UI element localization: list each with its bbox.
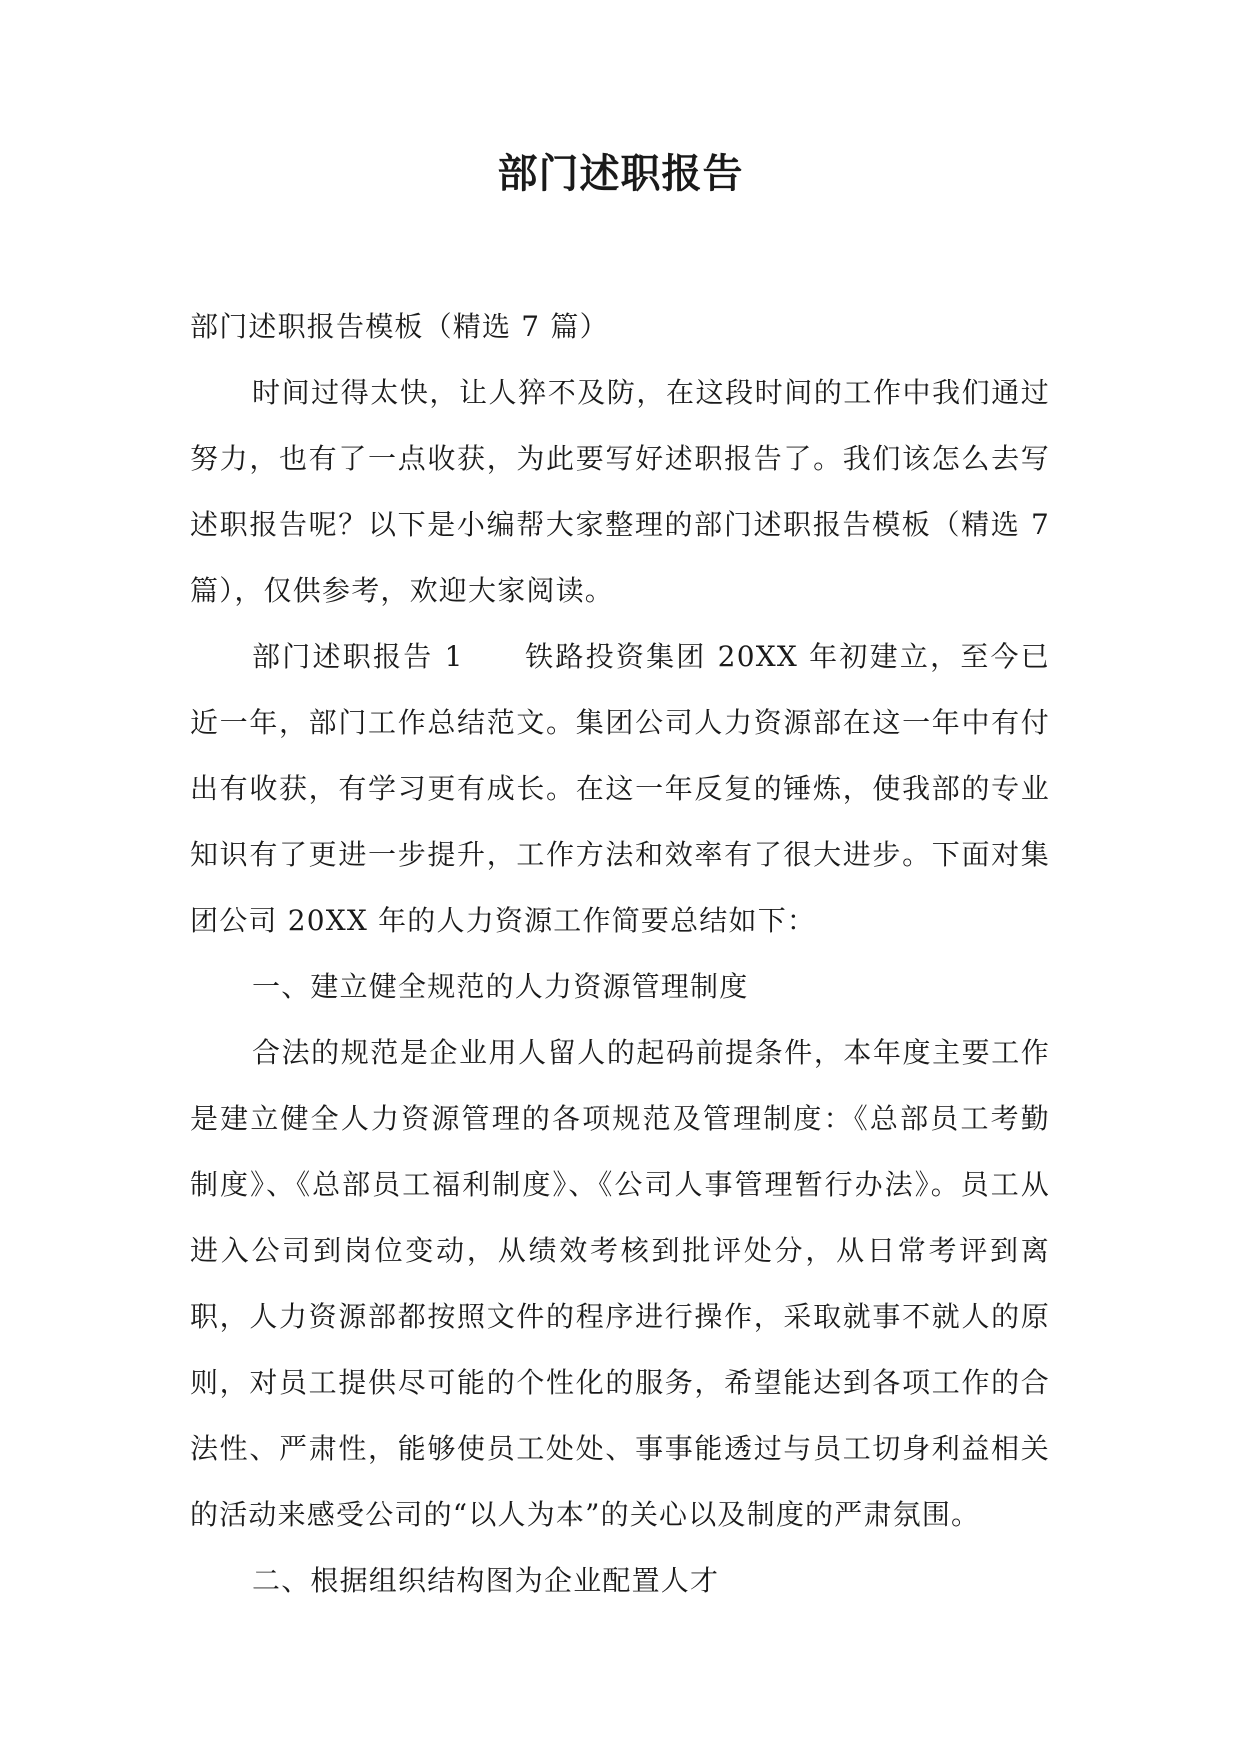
document-title: 部门述职报告 (497, 151, 744, 197)
section-heading-2: 二、根据组织结构图为企业配置人才 (252, 1564, 720, 1597)
intro-paragraph: 时间过得太快，让人猝不及防，在这段时间的工作中我们通过努力，也有了一点收获，为此要写好述职报告了。我们该怎么去写述职报告呢？以下是小编帮大家整理的部门述职报告模板（精选 7 篇），仅供参考，欢迎大家阅读。 (190, 376, 1050, 607)
section-heading-1: 一、建立健全规范的人力资源管理制度 (252, 970, 749, 1003)
report-1-paragraph: 部门述职报告 1 铁路投资集团 20XX 年初建立，至今已近一年，部门工作总结范文。集团公司人力资源部在这一年中有付出有收获，有学习更有成长。在这一年反复的锤炼，使我部的专业知识有了更进一步提升，工作方法和效率有了很大进步。下面对集团公司 20XX 年的人力资源工作简要总结如下： (190, 640, 1050, 937)
document-subtitle: 部门述职报告模板（精选 7 篇） (190, 310, 609, 343)
document-body (190, 294, 1050, 1614)
section-1-paragraph: 合法的规范是企业用人留人的起码前提条件，本年度主要工作是建立健全人力资源管理的各项规范及管理制度：《总部员工考勤制度》、《总部员工福利制度》、《公司人事管理暂行办法》。员工从进入公司到岗位变动，从绩效考核到批评处分，从日常考评到离职，人力资源部都按照文件的程序进行操作，采取就事不就人的原则，对员工提供尽可能的个性化的服务，希望能达到各项工作的合法性、严肃性，能够使员工处处、事事能透过与员工切身利益相关的活动来感受公司的“以人为本”的关心以及制度的严肃氛围。 (190, 1036, 1050, 1531)
